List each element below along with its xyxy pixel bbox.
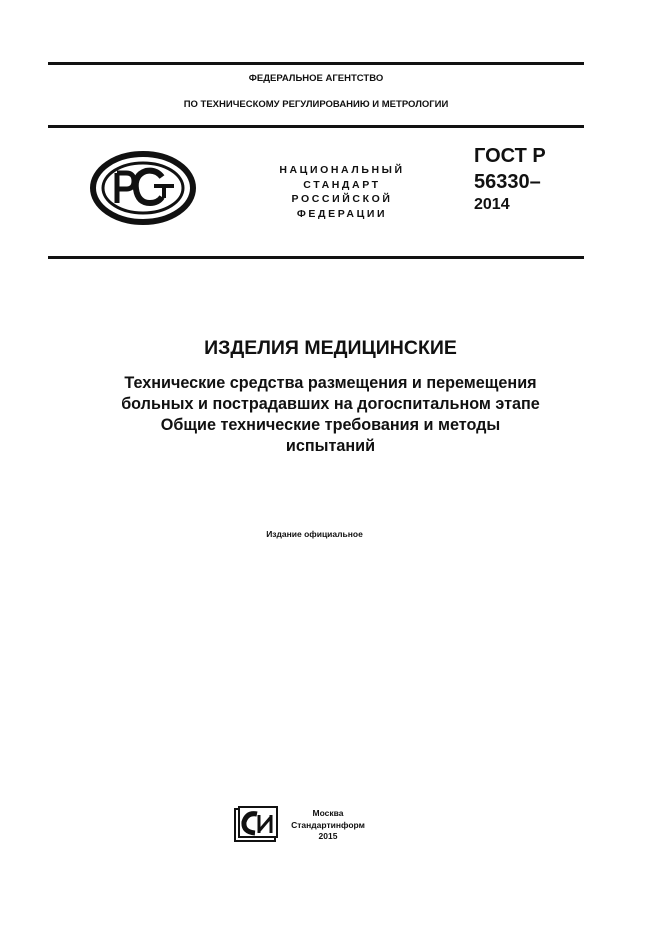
national-standard-line-4: ФЕДЕРАЦИИ <box>296 207 388 220</box>
edition-note: Издание официальное <box>266 529 363 539</box>
national-standard-line-1: НАЦИОНАЛЬНЫЙ <box>279 164 405 176</box>
agency-line-2: ПО ТЕХНИЧЕСКОМУ РЕГУЛИРОВАНИЮ И МЕТРОЛОГИИ <box>183 99 449 110</box>
publisher-block <box>283 808 373 843</box>
document-subtitle <box>40 373 621 457</box>
gost-number: 56330– <box>474 171 541 193</box>
logo-rule <box>48 256 584 259</box>
national-standard-line-3: РОССИЙСКОЙ <box>291 193 393 205</box>
gost-logo-icon <box>90 151 196 225</box>
publisher-name: Стандартинформ <box>291 819 365 830</box>
top-rule <box>48 62 584 65</box>
header-rule <box>48 125 584 128</box>
subtitle-line-2: больных и пострадавших на догоспитальном этапе <box>121 395 540 413</box>
subtitle-line-3: Общие технические требования и методы <box>160 416 501 434</box>
gost-year: 2014 <box>474 196 510 213</box>
national-standard-label <box>252 163 432 221</box>
national-standard-line-2: СТАНДАРТ <box>303 178 381 191</box>
publisher-year: 2015 <box>318 831 338 841</box>
document-title: ИЗДЕЛИЯ МЕДИЦИНСКИЕ <box>204 337 457 359</box>
agency-line-1: ФЕДЕРАЛЬНОЕ АГЕНТСТВО <box>248 73 384 84</box>
standartinform-logo-icon <box>233 806 279 843</box>
subtitle-line-4: испытаний <box>285 437 376 455</box>
gost-designation <box>474 143 546 215</box>
publisher-city: Москва <box>312 808 344 818</box>
subtitle-line-1: Технические средства размещения и перемещения <box>124 374 537 392</box>
gost-prefix: ГОСТ Р <box>474 145 546 167</box>
